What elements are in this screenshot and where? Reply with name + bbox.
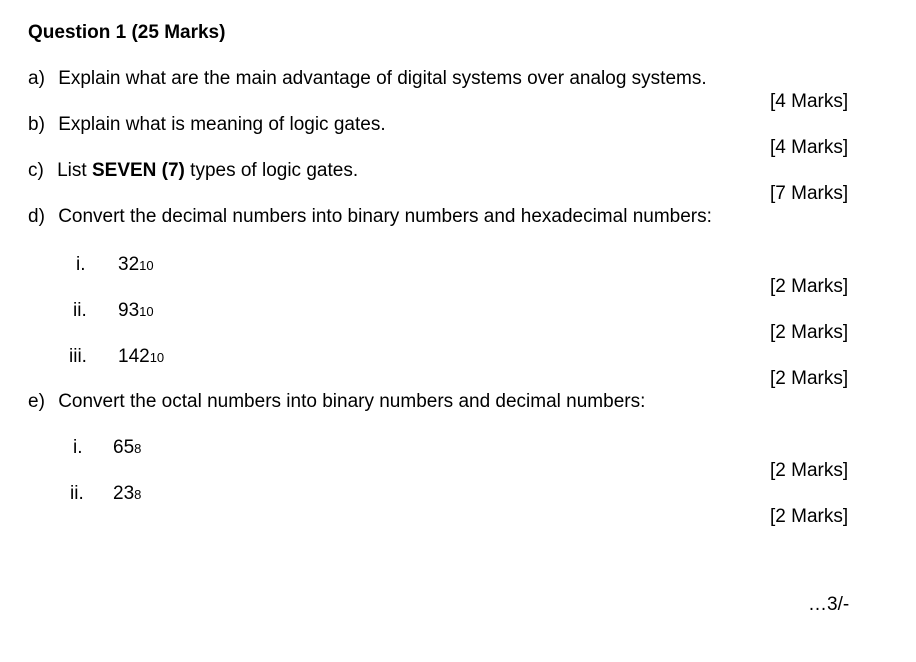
question-label: c) (28, 160, 44, 181)
question-label: d) (28, 206, 45, 227)
marks-b: [4 Marks] (770, 137, 849, 158)
sub-item-label: ii. (73, 300, 87, 321)
question-heading: Question 1 (25 Marks) (28, 22, 226, 43)
sub-item-d-i (76, 254, 86, 276)
sub-item-d-ii (73, 300, 87, 322)
question-text: Convert the decimal numbers into binary numbers and hexadecimal numbers: (58, 206, 712, 227)
question-label: e) (28, 391, 45, 412)
sub-item-e-i (73, 437, 83, 459)
question-label: a) (28, 68, 45, 89)
sub-item-label: ii. (70, 483, 84, 504)
marks-a: [4 Marks] (770, 91, 849, 112)
question-e (28, 391, 645, 413)
question-text: Convert the octal numbers into binary numbers and decimal numbers: (58, 391, 646, 412)
question-text: List SEVEN (7) types of logic gates. (57, 160, 359, 181)
sub-item-d-i-value: 3210 (118, 254, 154, 275)
marks-e-i: [2 Marks] (770, 460, 849, 481)
sub-item-d-iii-value: 14210 (118, 346, 165, 367)
marks-d-i: [2 Marks] (770, 276, 849, 297)
sub-item-label: iii. (69, 346, 87, 367)
question-c (28, 160, 358, 182)
question-text: Explain what is meaning of logic gates. (58, 114, 386, 135)
marks-d-ii: [2 Marks] (770, 322, 849, 343)
question-d (28, 206, 712, 228)
marks-d-iii: [2 Marks] (770, 368, 849, 389)
sub-item-e-ii-value: 238 (113, 483, 142, 504)
question-text: Explain what are the main advantage of digital systems over analog systems. (58, 68, 707, 89)
question-b (28, 114, 386, 136)
sub-item-e-i-value: 658 (113, 437, 142, 458)
question-a (28, 68, 707, 90)
page-marker: …3/- (808, 594, 850, 615)
sub-item-d-iii (69, 346, 87, 368)
sub-item-label: i. (76, 254, 86, 275)
marks-e-ii: [2 Marks] (770, 506, 849, 527)
sub-item-e-ii (70, 483, 84, 505)
sub-item-d-ii-value: 9310 (118, 300, 154, 321)
sub-item-label: i. (73, 437, 83, 458)
marks-c: [7 Marks] (770, 183, 849, 204)
question-label: b) (28, 114, 45, 135)
